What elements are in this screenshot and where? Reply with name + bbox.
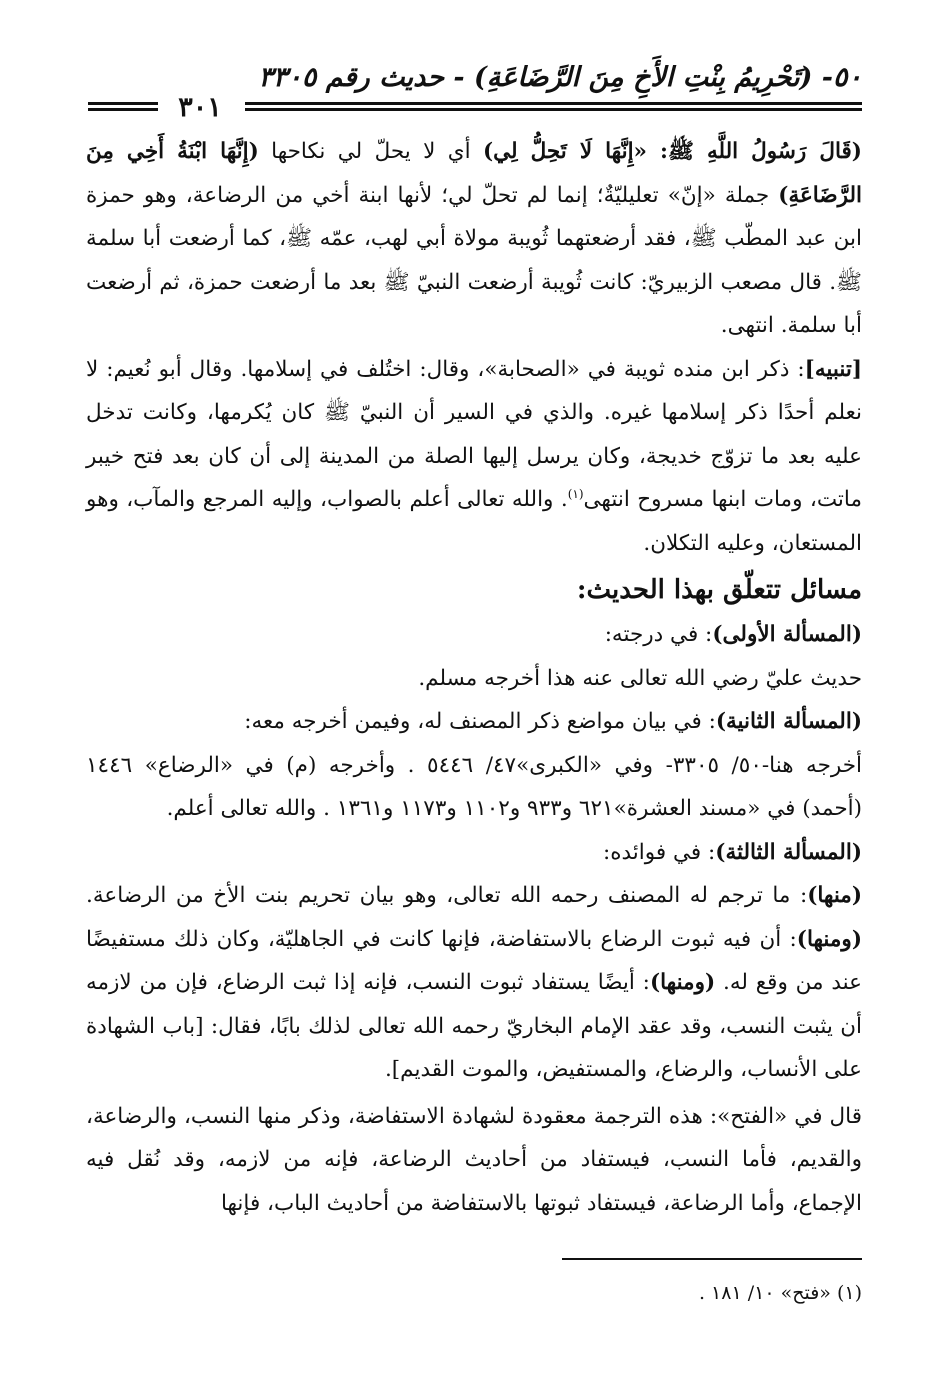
benefit-label: (منها) [807,883,862,908]
paragraph-benefits [86,874,862,1092]
benefit-text: : أن فيه ثبوت الرضاع بالاستفاضة، فإنها كانت في الجاهليّة، وكان ذلك مستفيضًا عند من وقع له. [86,926,862,995]
commentary-text: أي لا يحلّ لي نكاحها [258,139,483,164]
footnote: (١) «فتح» ١٠/ ١٨١ . [698,1282,862,1304]
question-text: : في درجته: [604,622,713,647]
header-rule-right-2 [245,108,862,111]
question-3 [86,831,862,875]
benefit-label: (ومنها) [649,970,716,995]
question-2-body: أخرجه هنا-٥٠/ ٣٣٠٥- وفي «الكبرى»٤٧/ ٥٤٤٦ . وأخرجه (م) في «الرضاع» ١٤٤٦ (أحمد) في «مسند العشرة»٦٢١ و٩٣٣ و١١٠٢ و١١٧٣ و١٣٦١ . والله تعالى أعلم. [86,752,862,821]
benefit-text: : ما ترجم له المصنف رحمه الله تعالى، وهو بيان تحريم بنت الأخ من الرضاعة. [86,883,808,908]
question-1-body: حديث عليّ رضي الله تعالى عنه هذا أخرجه مسلم. [418,665,862,691]
paragraph-hadith-explanation [86,130,862,348]
question-1 [86,613,862,657]
question-label: (المسألة الثانية) [715,709,862,734]
footnote-marker[interactable]: (١) [567,486,584,501]
benefit-text: : أيضًا يستفاد ثبوت النسب، فإنه إذا ثبت الرضاع، فإن من لازمه أن يثبت النسب، وقد عقد الإمام البخاريّ رحمه الله تعالى لذلك بابًا، فقال: [باب الشهادة على الأنساب، والرضاع، والمستفيض، والموت القديم]. [86,970,862,1082]
question-label: (المسألة الأولى) [712,622,862,647]
header-rule-left-2 [88,108,158,111]
paragraph-fath-quote: قال في «الفتح»: هذه الترجمة معقودة لشهادة الاستفاضة، وذكر منها النسب، والرضاعة، والقديم، فأما النسب، فيستفاد من أحاديث الرضاعة، فإنه من لازمه، وقد نُقل فيه الإجماع، وأما الرضاعة، فيستفاد ثبوتها بالاستفاضة من أحاديث الباب، فإنها [86,1103,862,1216]
commentary-text: جملة «إنّ» تعليليّةٌ؛ إنما لم تحلّ لي؛ لأنها ابنة أخي من الرضاعة، وهو حمزة ابن عبد المطّب ﷺ، فقد أرضعتهما ثُويبة مولاة أبي لهب، عمّه ﷺ، كما أرضعت أبا سلمة ﷺ. قال مصعب الزبيريّ: كانت ثُويبة أرضعت النبيّ ﷺ بعد ما أرضعت حمزة، ثم أرضعت أبا سلمة. انتهى. [86,182,862,338]
header-rule-left [88,102,158,105]
note-text: . والله تعالى أعلم بالصواب، وإليه المرجع والمآب، وهو المستعان، وعليه التكلان. [86,487,862,556]
question-label: (المسألة الثالثة) [715,839,862,865]
paragraph-note [86,348,862,566]
hadith-quote: (إِنَّهَا ابْنَةُ أَخِي مِنَ الرَّضَاعَةِ) [86,139,862,208]
question-text: : في بيان مواضع ذكر المصنف له، وفيمن أخرجه معه: [244,709,716,734]
running-header-title: ٥٠- (تَحْرِيمُ بِنْتِ الأَخِ مِنَ الرَّضَاعَةِ) - حديث رقم ٣٣٠٥ [258,62,862,93]
question-text: : في فوائده: [603,839,716,865]
page-body [86,130,862,1225]
hadith-quote: (قَالَ رَسُولُ اللَّهِ ﷺ: «إِنَّهَا لَا تَحِلُّ لِي) [482,139,862,164]
header-rule-right [245,102,862,105]
footnote-separator [562,1258,862,1260]
page-number: ٣٠١ [178,92,222,123]
benefit-label: (ومنها) [796,926,862,952]
note-text: : ذكر ابن منده ثويبة في «الصحابة»، وقال: اختُلف في إسلامها. وقال أبو نُعيم: لا نعلم أحدًا ذكر إسلامها غيره. والذي في السير أن النبيّ ﷺ كان يُكرمها، وكانت تدخل عليه بعد ما تزوّج خديجة، وكان يرسل إليها الصلة من المدينة إلى أن كان بعد فتح خيبر ماتت، ومات ابنها مسروح انتهى [86,356,862,512]
note-label: [تنبيه] [804,356,862,382]
question-2 [86,700,862,744]
section-heading: مسائل تتعلّق بهذا الحديث: [576,575,862,605]
